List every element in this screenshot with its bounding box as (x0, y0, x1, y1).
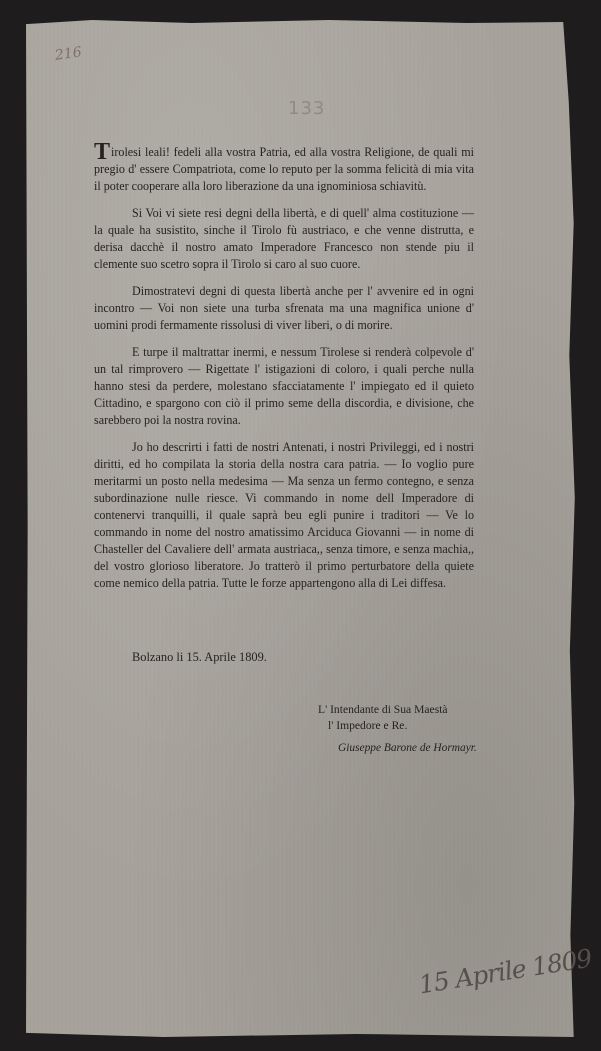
signatory-title-line-2: l' Impedore e Re. (328, 719, 408, 732)
paragraph-4: E turpe il maltrattar inermi, e nessum Tirolese si renderà colpevole d' un tal rimprovero — Rigettate l' istigazioni di coloro, i quali perche nulla hanno stesi da perdere, molestano sfacciatamente l' impiegato ed il quieto Cittadino, e spargono con ciò il primo seme della discordia, e divisione, che sarebbero poi la nostra rovina. (94, 345, 474, 427)
paragraph-1 (94, 139, 474, 195)
paragraph-3: Dimostratevi degni di questa libertà anche per l' avvenire ed in ogni incontro — Voi non siete una turba sfrenata ma una magnifica unione d' uomini prodi fermamente rissolusi di viver liberi, o di morire. (94, 284, 474, 332)
date-line: Bolzano li 15. Aprile 1809. (132, 650, 267, 664)
signatory-title-line-1: L' Intendante di Sua Maestà (318, 703, 448, 716)
paragraph-2: Si Voi vi siete resi degni della libertà, e di quell' alma costituzione — la quale ha susistito, sinche il Tirolo fù austriaco, e che venne distrutta, e derisa dacchè il nostro amato Imperadore Francesco non stende piu il clemente suo scetro sopra il Tirolo si caro al suo cuore. (94, 206, 474, 271)
paragraph-5: Jo ho descrirti i fatti de nostri Antenati, i nostri Privileggi, ed i nostri diritti, ed ho compilata la storia della nostra cara patria. — Io voglio pure meritarmi un posto nella medesima — Ma senza un fermo contegno, e senza subordinazione nulle riesce. Vi commando in nome dell Imperadore di contenervi tranquilli, il quale saprà beu egli punire i traditori — Ve lo commando in nome del nostro amatissimo Arciduca Giovanni — in nome di Chasteller del Cavaliere dell' armata austriaca,, senza timore, e senza machia,, del vostro glorioso liberatore. Jo tratterò il primo perturbatore della quiete come nemico della patria. Tutte le forze appartengono alla di Lei diffesa. (94, 440, 474, 590)
folio-stamp: 133 (288, 98, 326, 119)
handwritten-date-annotation: 15 Aprile 1809 (416, 943, 594, 1000)
archive-number-annotation: 216 (54, 44, 83, 64)
paragraph-1-text: irolesi leali! fedeli alla vostra Patria, ed alla vostra Religione, de quali mi pregio d' essere Compatriota, come lo reputo per la somma felicità di mia vita il poter cooperare alla loro liberazione da una ignominiosa schiavitù. (94, 145, 474, 193)
signatory-name: Giuseppe Barone de Hormayr. (338, 742, 477, 754)
signatory-title (318, 702, 448, 734)
proclamation-body (94, 139, 474, 592)
drop-cap: T (94, 139, 111, 165)
